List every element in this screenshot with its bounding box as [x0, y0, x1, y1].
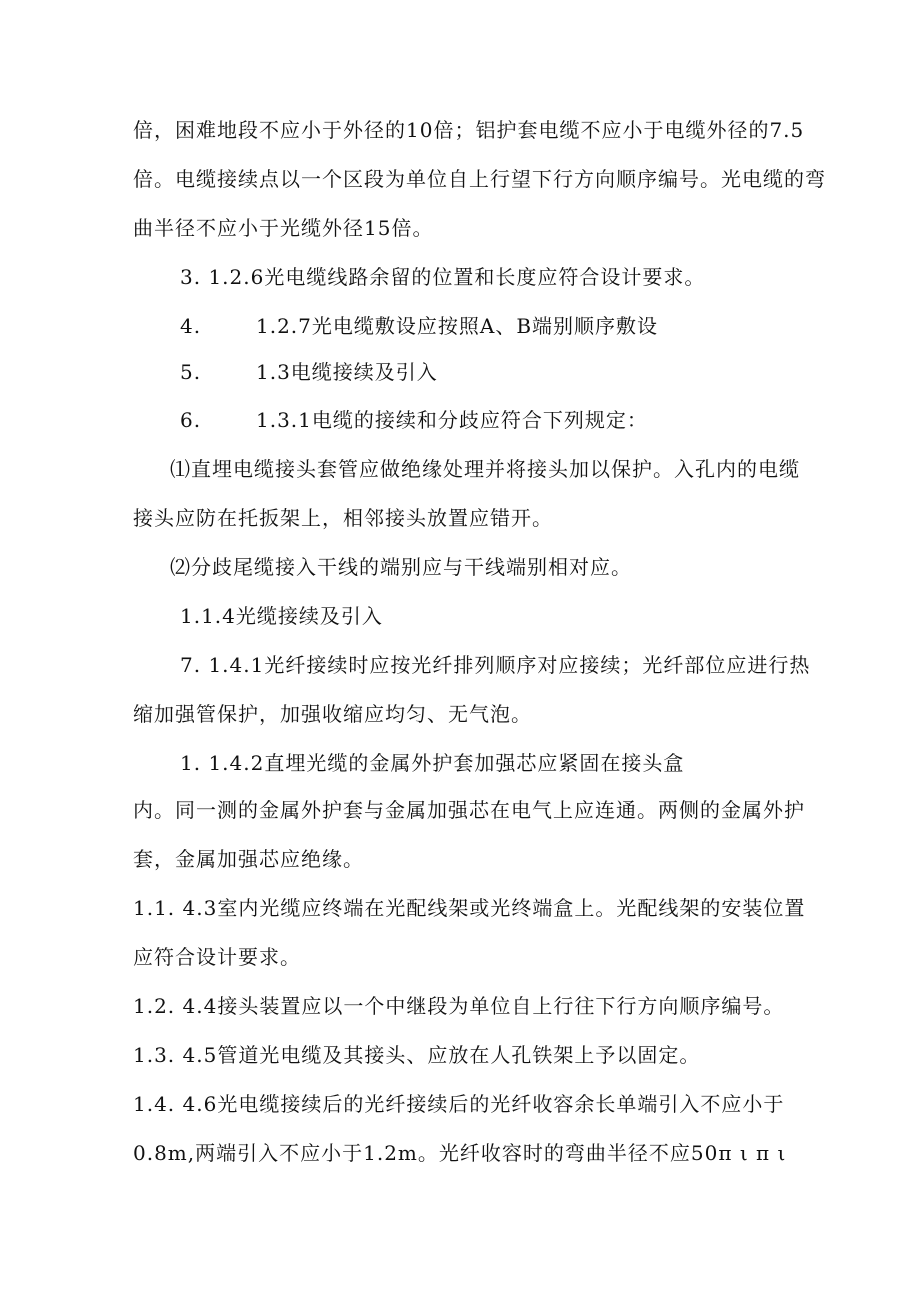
- line-text: 1. 1.4.2直埋光缆的金属外护套加强芯应紧固在接头盒: [180, 751, 685, 775]
- text-line: [0, 110, 920, 150]
- line-text: 7. 1.4.1光纤接续时应按光纤排列顺序对应接续；光纤部位应进行热: [180, 653, 811, 677]
- line-text: 应符合设计要求。: [133, 945, 301, 969]
- text-line: [0, 449, 920, 489]
- line-text: 3. 1.2.6光电缆线路余留的位置和长度应符合设计要求。: [180, 265, 706, 289]
- line-text: 倍。电缆接续点以一个区段为单位自上行望下行方向顺序编号。光电缆的弯: [133, 167, 826, 191]
- text-line: [0, 547, 920, 587]
- text-line: [0, 839, 920, 879]
- text-line: [0, 596, 920, 636]
- line-text: 0.8m,两端引入不应小于1.2m。光纤收容时的弯曲半径不应50π ι π ι: [133, 1141, 787, 1165]
- text-line: [0, 694, 920, 734]
- line-text: ⑵分歧尾缆接入干线的端别应与干线端别相对应。: [170, 555, 632, 579]
- line-text: 1.1. 4.3室内光缆应终端在光配线架或光终端盒上。光配线架的安装位置: [133, 896, 806, 920]
- text-line: [0, 257, 920, 297]
- text-line: [0, 1035, 920, 1075]
- line-text: 缩加强管保护，加强收缩应均匀、无气泡。: [133, 702, 532, 726]
- line-text: 接头应防在托扳架上，相邻接头放置应错开。: [133, 506, 553, 530]
- text-line: [0, 986, 920, 1026]
- line-text: 1.4. 4.6光电缆接续后的光纤接续后的光纤收容余长单端引入不应小于: [133, 1092, 785, 1116]
- numbered-line: [0, 306, 920, 346]
- line-text: 1.3.1电缆的接续和分歧应符合下列规定：: [256, 408, 648, 432]
- line-text: 套，金属加强芯应绝缘。: [133, 847, 364, 871]
- numbered-line: [0, 352, 920, 392]
- list-number: 4.: [180, 314, 202, 338]
- line-text: 倍，困难地段不应小于外径的10倍；铝护套电缆不应小于电缆外径的7.5: [133, 118, 805, 142]
- text-line: [0, 208, 920, 248]
- text-line: [0, 645, 920, 685]
- line-text: 1.2.7光电缆敷设应按照A、B端别顺序敷设: [256, 314, 659, 338]
- line-text: ⑴直埋电缆接头套管应做绝缘处理并将接头加以保护。入孔内的电缆: [170, 457, 800, 481]
- line-text: 1.3. 4.5管道光电缆及其接头、应放在人孔铁架上予以固定。: [133, 1043, 701, 1067]
- line-text: 1.3电缆接续及引入: [256, 360, 438, 384]
- line-text: 曲半径不应小于光缆外径15倍。: [133, 216, 434, 240]
- line-text: 1.2. 4.4接头装置应以一个中继段为单位自上行往下行方向顺序编号。: [133, 994, 785, 1018]
- text-line: [0, 790, 920, 830]
- list-number: 5.: [180, 360, 202, 384]
- text-line: [0, 1084, 920, 1124]
- text-line: [0, 888, 920, 928]
- text-line: [0, 159, 920, 199]
- line-text: 内。同一测的金属外护套与金属加强芯在电气上应连通。两侧的金属外护: [133, 798, 805, 822]
- list-number: 6.: [180, 408, 202, 432]
- line-text: 1.1.4光缆接续及引入: [180, 604, 383, 628]
- text-line: [0, 743, 920, 783]
- text-line: [0, 1133, 920, 1173]
- text-line: [0, 937, 920, 977]
- numbered-line: [0, 400, 920, 440]
- text-line: [0, 498, 920, 538]
